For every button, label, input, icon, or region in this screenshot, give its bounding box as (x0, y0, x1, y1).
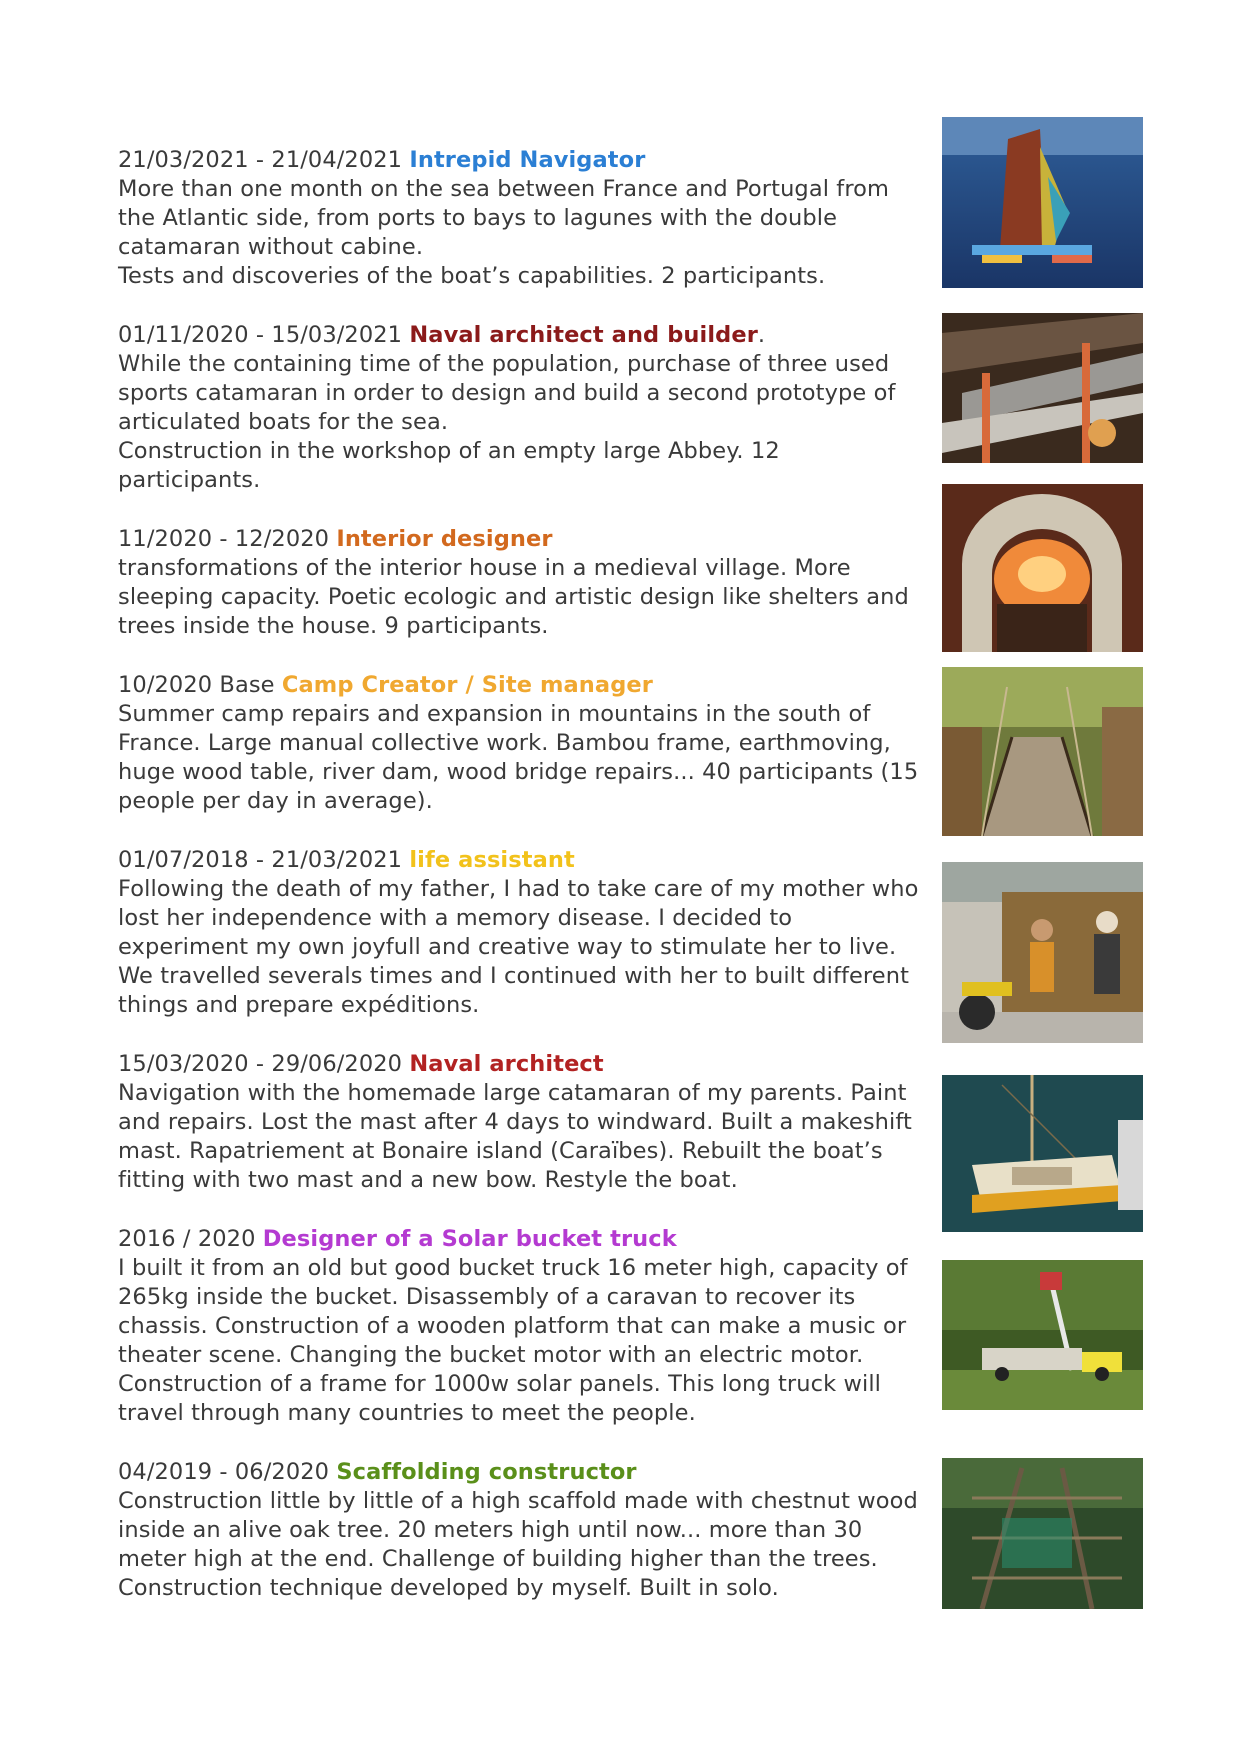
bucket-truck-photo (942, 1260, 1143, 1410)
experience-entry (118, 671, 920, 816)
workshop-construction-photo (942, 313, 1143, 463)
wood-bridge-photo (942, 667, 1143, 836)
entry-heading (118, 846, 920, 875)
entry-description: Tests and discoveries of the boat’s capabilities. 2 participants. (118, 263, 826, 289)
entry-description: I built it from an old but good bucket truck 16 meter high, capacity of 265kg inside the bucket. Disassembly of a caravan to recover its chassis. Construction of a wooden platform that can make a music or theater scene. Changing the bucket motor with an electric motor. Construction of a frame for 1000w solar panels. This long truck will travel through many countries to meet the people. (118, 1255, 908, 1426)
entry-date: 15/03/2020 - 29/06/2020 (118, 1051, 403, 1077)
entry-date: 04/2019 - 06/2020 (118, 1459, 330, 1485)
entry-role: Camp Creator / Site manager (281, 672, 653, 698)
entry-heading (118, 671, 920, 700)
entry-heading (118, 321, 920, 350)
entry-heading (118, 1225, 920, 1254)
experience-entry (118, 1225, 920, 1428)
entry-heading (118, 1050, 920, 1079)
entry-role: Naval architect (409, 1051, 604, 1077)
entry-date: 01/11/2020 - 15/03/2021 (118, 322, 403, 348)
moored-catamaran-photo (942, 1075, 1143, 1232)
experience-entry (118, 1458, 920, 1603)
entry-date: 11/2020 - 12/2020 (118, 526, 330, 552)
tree-scaffold-photo (942, 1458, 1143, 1609)
entry-role: Interior designer (336, 526, 553, 552)
entry-description: Following the death of my father, I had to take care of my mother who lost her independence with a memory disease. I decided to experiment my own joyfull and creative way to stimulate her to live. We travelled severals times and I continued with her to built different things and prepare expéditions. (118, 876, 919, 1018)
entry-date: 21/03/2021 - 21/04/2021 (118, 147, 403, 173)
entry-role: Naval architect and builder (409, 322, 758, 348)
experience-entry (118, 1050, 920, 1195)
entry-heading (118, 1458, 920, 1487)
experience-entry (118, 525, 920, 641)
entry-description: transformations of the interior house in a medieval village. More sleeping capacity. Poetic ecologic and artistic design like shelters and trees inside the house. 9 participants. (118, 555, 909, 639)
entry-description: More than one month on the sea between France and Portugal from the Atlantic side, from ports to bays to lagunes with the double catamaran without cabine. (118, 176, 890, 260)
entry-description: Construction in the workshop of an empty large Abbey. 12 participants. (118, 438, 780, 493)
entry-role-suffix: . (757, 322, 766, 348)
experience-entry (118, 846, 920, 1020)
entry-description: Construction little by little of a high scaffold made with chestnut wood inside an alive oak tree. 20 meters high until now... more than 30 meter high at the end. Challenge of building higher than the trees. Construction technique developed by myself. Built in solo. (118, 1488, 918, 1601)
entry-heading (118, 146, 920, 175)
entry-heading (118, 525, 920, 554)
interior-arch-photo (942, 484, 1143, 652)
entry-role: Scaffolding constructor (336, 1459, 637, 1485)
entry-role: life assistant (409, 847, 575, 873)
entry-description: Navigation with the homemade large catamaran of my parents. Paint and repairs. Lost the mast after 4 days to windward. Built a makeshift mast. Rapatriement at Bonaire island (Caraïbes). Rebuilt the boat’s fitting with two mast and a new bow. Restyle the boat. (118, 1080, 912, 1193)
entry-description: While the containing time of the population, purchase of three used sports catamaran in order to design and build a second prototype of articulated boats for the sea. (118, 351, 896, 435)
entry-description: Summer camp repairs and expansion in mountains in the south of France. Large manual collective work. Bambou frame, earthmoving, huge wood table, river dam, wood bridge repairs... 40 participants (15 people per day in average). (118, 701, 919, 814)
entry-role: Intrepid Navigator (409, 147, 646, 173)
experience-entry (118, 321, 920, 495)
entry-date: 2016 / 2020 (118, 1226, 256, 1252)
entry-role: Designer of a Solar bucket truck (262, 1226, 677, 1252)
mother-and-son-photo (942, 862, 1143, 1043)
entry-date: 10/2020 Base (118, 672, 275, 698)
experience-entry (118, 146, 920, 291)
entry-date: 01/07/2018 - 21/03/2021 (118, 847, 403, 873)
catamaran-sailing-photo (942, 117, 1143, 288)
